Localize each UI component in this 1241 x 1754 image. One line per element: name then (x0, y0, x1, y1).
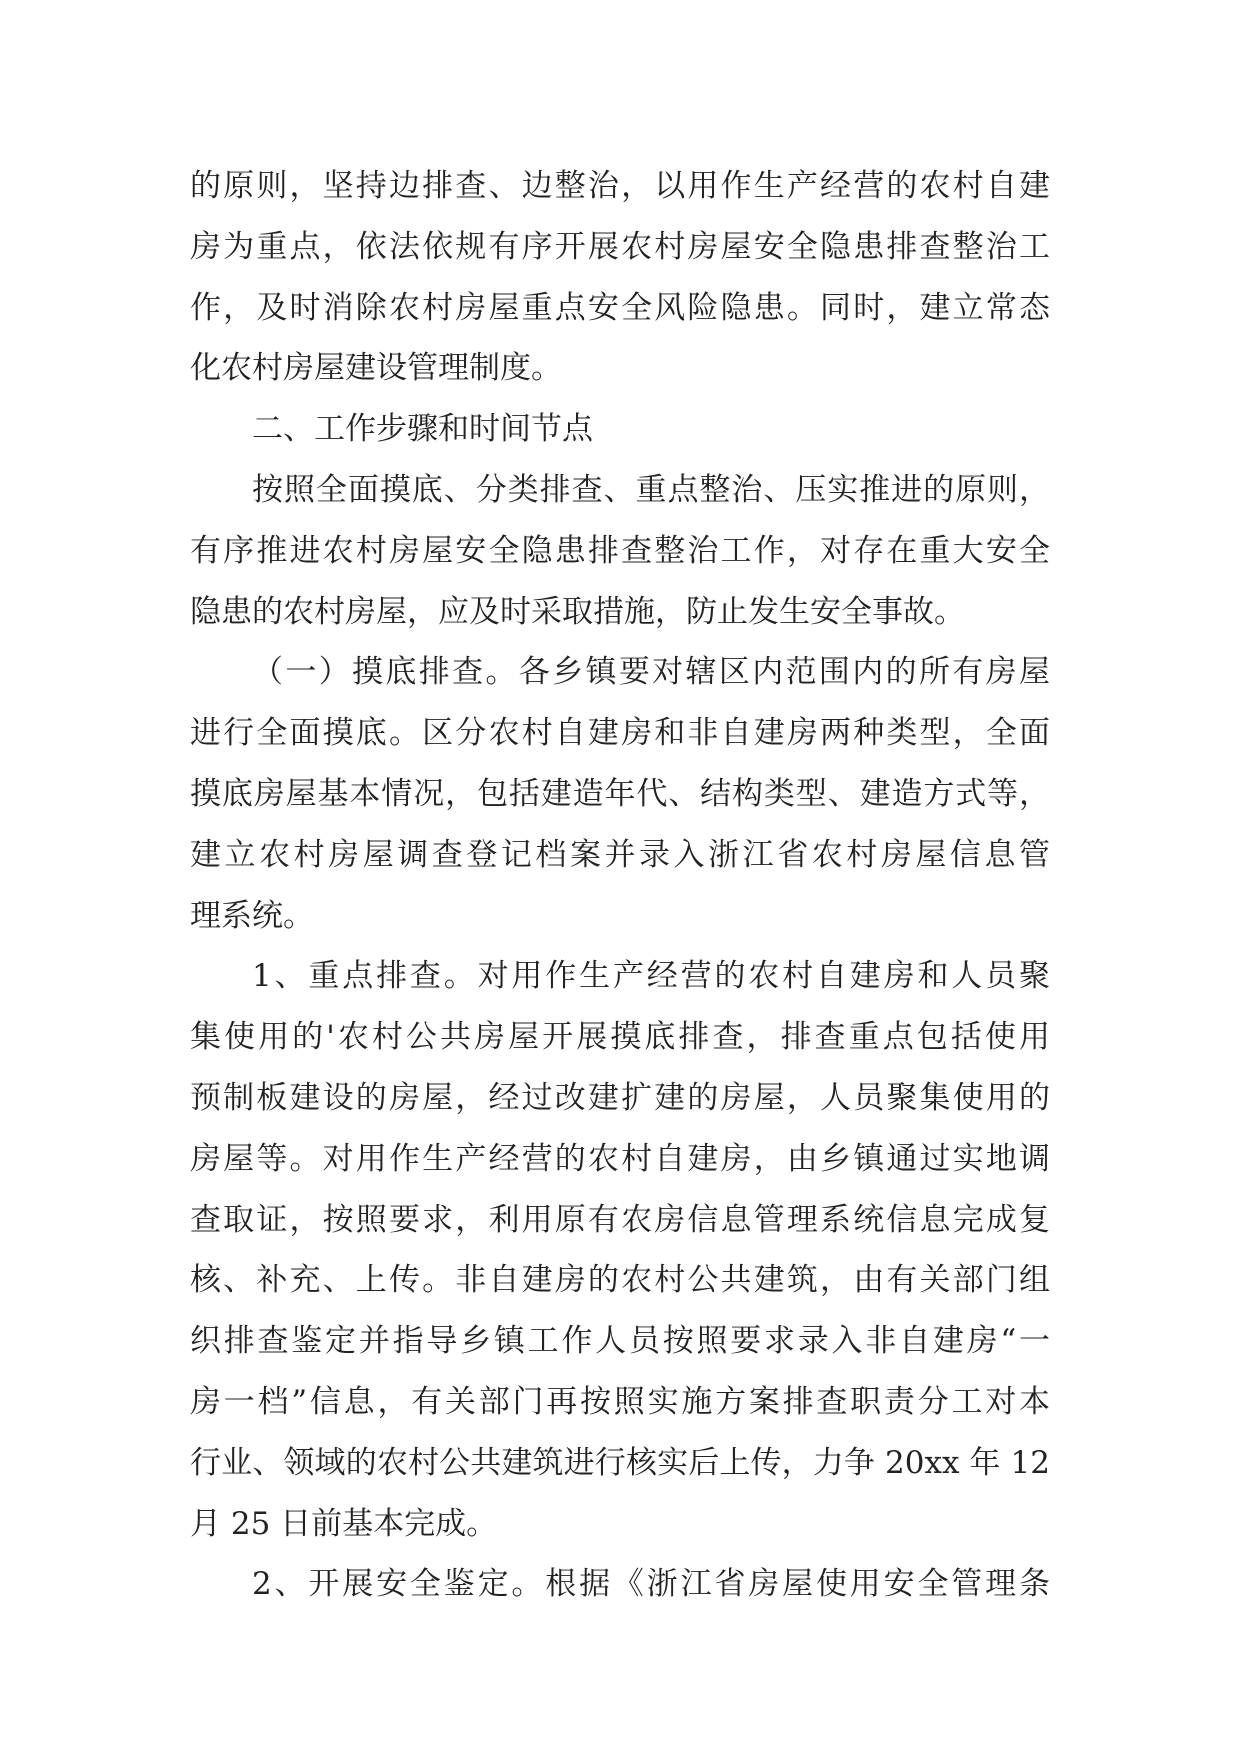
text-line: 二、工作步骤和时间节点 (252, 411, 593, 448)
text-line: 隐患的农村房屋，应及时采取措施，防止发生安全事故。 (190, 593, 965, 630)
text-line: 进行全面摸底。区分农村自建房和非自建房两种类型，全面 (190, 715, 1050, 752)
text-line: 月 25 日前基本完成。 (190, 1505, 498, 1542)
text-line: 2、开展安全鉴定。根据《浙江省房屋使用安全管理条 (252, 1566, 1050, 1603)
text-line: 有序推进农村房屋安全隐患排查整治工作，对存在重大安全 (190, 532, 1050, 569)
text-line: 房屋等。对用作生产经营的农村自建房，由乡镇通过实地调 (190, 1140, 1050, 1177)
text-line: 的原则，坚持边排查、边整治，以用作生产经营的农村自建 (190, 168, 1050, 204)
text-line: 核、补充、上传。非自建房的农村公共建筑，由有关部门组 (190, 1262, 1050, 1299)
text-line: 房一档”信息，有关部门再按照实施方案排查职责分工对本 (190, 1383, 1050, 1420)
text-line: 摸底房屋基本情况，包括建造年代、结构类型、建造方式等， (190, 775, 1050, 812)
text-line: 1、重点排查。对用作生产经营的农村自建房和人员聚 (252, 958, 1050, 995)
text-line: 建立农村房屋调查登记档案并录入浙江省农村房屋信息管 (190, 836, 1050, 873)
text-line: 查取证，按照要求，利用原有农房信息管理系统信息完成复 (190, 1201, 1050, 1238)
text-line: 按照全面摸底、分类排查、重点整治、压实推进的原则， (252, 471, 1050, 508)
text-line: 集使用的'农村公共房屋开展摸底排查，排查重点包括使用 (190, 1019, 1050, 1056)
text-line: 作，及时消除农村房屋重点安全风险隐患。同时，建立常态 (190, 289, 1050, 326)
text-line: 预制板建设的房屋，经过改建扩建的房屋，人员聚集使用的 (190, 1079, 1050, 1116)
text-line: 化农村房屋建设管理制度。 (190, 350, 562, 387)
text-line: 行业、领域的农村公共建筑进行核实后上传，力争 20xx 年 12 (190, 1444, 1050, 1481)
text-line: 理系统。 (190, 897, 314, 934)
text-line: （一）摸底排查。各乡镇要对辖区内范围内的所有房屋 (252, 654, 1050, 691)
text-line: 房为重点，依法依规有序开展农村房屋安全隐患排查整治工 (190, 228, 1050, 265)
text-line: 织排查鉴定并指导乡镇工作人员按照要求录入非自建房“一 (190, 1323, 1050, 1360)
body-text (190, 156, 1050, 1615)
